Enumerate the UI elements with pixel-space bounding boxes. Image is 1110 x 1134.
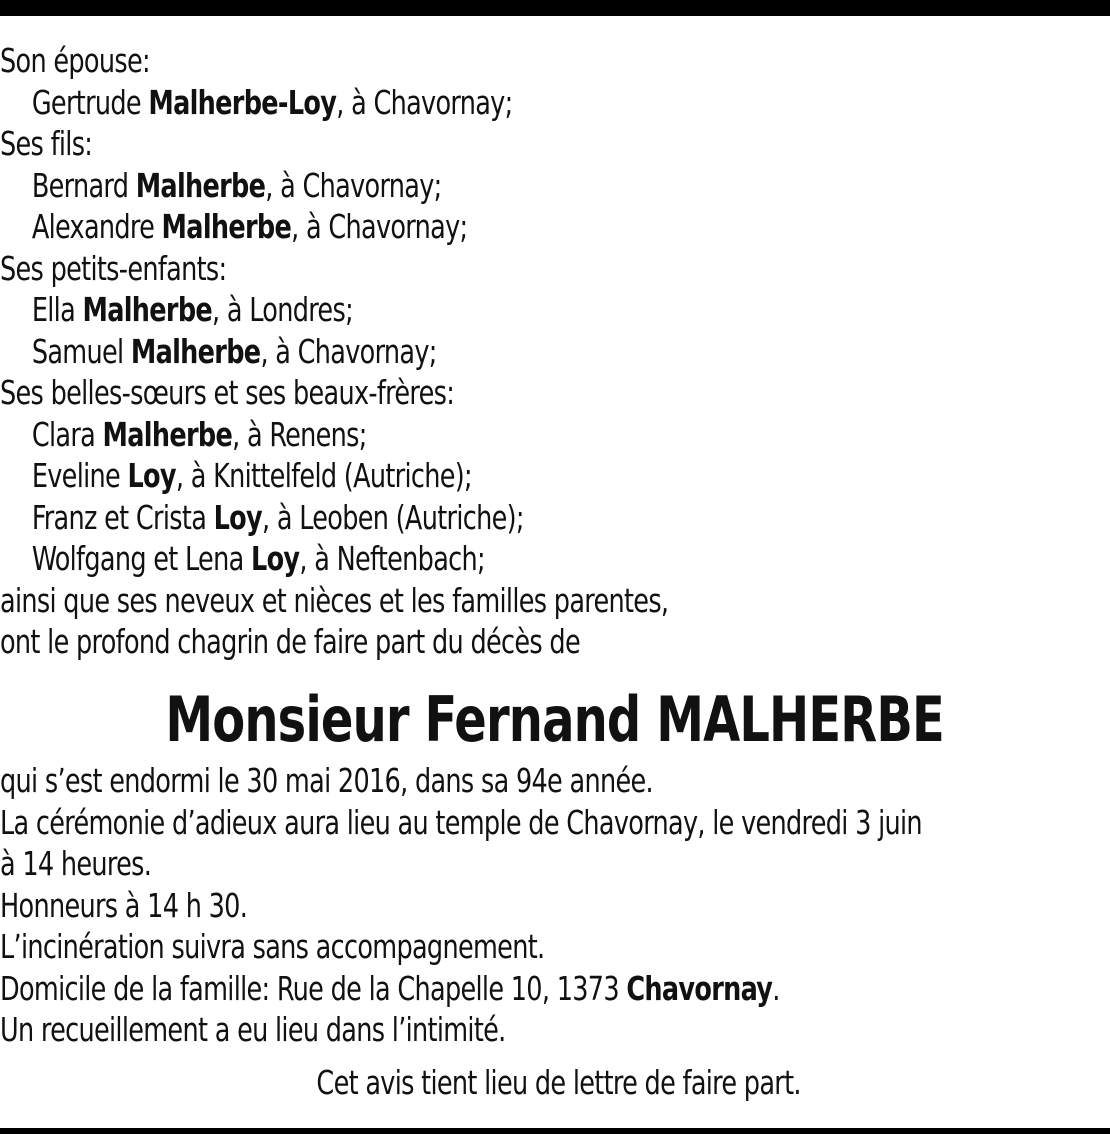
family-member [0,497,955,539]
detail-line: La cérémonie d’adieux aura lieu au temple de Chavornay, le vendredi 3 juin [0,802,922,842]
surname: Malherbe [102,414,233,454]
surname: Loy [213,497,262,537]
place: , à Chavornay; [265,165,442,205]
first-name: Alexandre [31,207,155,246]
surname: Malherbe [161,207,292,246]
family-member [0,289,955,331]
bottom-rule [0,1128,1110,1134]
closing-block [0,1062,1110,1104]
deceased-name: Monsieur Fernand MALHERBE [165,683,945,756]
surname: Malherbe [82,290,213,329]
surname: Malherbe-Loy [148,82,337,122]
deceased-heading [0,680,1110,760]
domicile-prefix: Domicile de la famille: Rue de la Chapelle 10, 1373 [0,968,627,1008]
family-member [0,165,955,207]
detail-line: à 14 heures. [0,844,152,883]
first-name: Samuel [31,331,124,371]
place: , à Chavornay; [291,207,468,246]
family-label: Ses petits-enfants: [0,248,227,288]
place: , à Renens; [232,414,367,454]
intro-line: ainsi que ses neveux et nièces et les familles parentes, [0,580,669,620]
first-name: Franz et Crista [31,497,207,537]
recueillement-line: Un recueillement a eu lieu dans l’intimité. [0,1010,506,1049]
first-name: Ella [31,290,76,329]
place: , à Knittelfeld (Autriche); [175,456,472,495]
family-member [0,538,955,580]
family-member [0,206,955,248]
first-name: Clara [31,414,96,454]
family-member [0,414,955,456]
surname: Malherbe [135,165,266,205]
place: , à Chavornay; [260,331,437,371]
first-name: Wolfgang et Lena [31,539,244,578]
details-block [0,760,1110,1051]
family-label: Son épouse: [0,41,150,80]
family-label: Ses fils: [0,124,93,163]
domicile-line [0,968,1110,1010]
place: , à Neftenbach; [299,539,485,578]
surname: Loy [127,456,176,495]
surname: Malherbe [130,331,261,371]
place: , à Londres; [212,290,354,329]
family-label: Ses belles-sœurs et ses beaux-frères: [0,373,455,412]
closing-line: Cet avis tient lieu de lettre de faire part. [316,1063,802,1102]
detail-line: qui s’est endormi le 30 mai 2016, dans sa 94e année. [0,761,653,800]
detail-line: L’incinération suivra sans accompagnement. [0,927,545,966]
family-member [0,82,955,124]
intro-line: ont le profond chagrin de faire part du décès de [0,622,580,661]
domicile-town: Chavornay [626,968,773,1008]
first-name: Bernard [31,165,129,205]
family-member [0,455,955,497]
surname: Loy [250,539,300,578]
domicile-suffix: . [772,968,780,1008]
first-name: Eveline [31,456,121,495]
family-member [0,331,955,373]
top-rule [0,0,1110,16]
first-name: Gertrude [31,82,141,122]
place: , à Chavornay; [336,82,513,122]
detail-line: Honneurs à 14 h 30. [0,885,248,925]
family-list [0,40,955,663]
place: , à Leoben (Autriche); [261,497,524,537]
